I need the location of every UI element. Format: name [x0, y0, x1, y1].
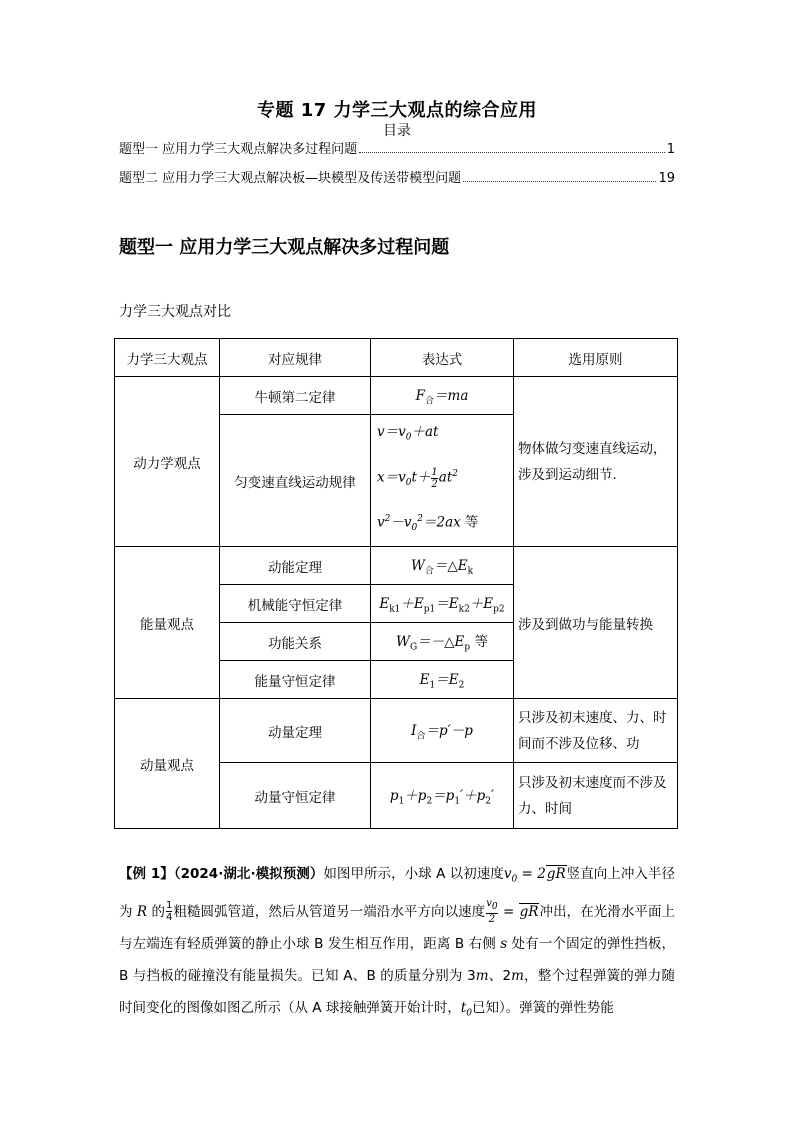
formula-cell: $W_G=-\triangle E_p$ 等 — [371, 623, 514, 661]
section-heading: 题型一 应用力学三大观点解决多过程问题 — [119, 237, 450, 258]
table-caption: 力学三大观点对比 — [119, 304, 231, 320]
toc-item-page: 19 — [658, 171, 675, 186]
toc-item[interactable] — [119, 168, 675, 186]
toc-item-page: 1 — [666, 142, 675, 157]
formula-cell: $I_合=p'-p$ — [371, 699, 514, 763]
table-row — [115, 547, 678, 585]
view-cell: 能量观点 — [115, 547, 220, 699]
formula-cell: $E_1=E_2$ — [371, 661, 514, 699]
law-cell: 动能定理 — [220, 547, 371, 585]
view-cell: 动量观点 — [115, 699, 220, 829]
view-cell: 动力学观点 — [115, 377, 220, 547]
law-cell: 功能关系 — [220, 623, 371, 661]
law-cell: 动量守恒定律 — [220, 763, 371, 829]
toc-item-label: 题型二 应用力学三大观点解决板—块模型及传送带模型问题 — [119, 171, 462, 186]
principle-cell: 只涉及初末速度、力、时间而不涉及位移、功 — [514, 699, 678, 763]
table-row — [115, 377, 678, 415]
table-header: 表达式 — [371, 339, 514, 377]
formula-cell: $p_1+p_2=p_1'+p_2'$ — [371, 763, 514, 829]
law-cell: 动量定理 — [220, 699, 371, 763]
toc-item[interactable] — [119, 139, 675, 157]
principle-cell: 物体做匀变速直线运动，涉及到运动细节. — [514, 377, 678, 547]
comparison-table — [114, 338, 678, 829]
table-header: 对应规律 — [220, 339, 371, 377]
formula-cell: $F_合=ma$ — [371, 377, 514, 415]
example-paragraph: 【例 1】（2024·湖北·模拟预测）如图甲所示，小球 A 以初速度$v_0 = 2gR$竖直向上冲入半径为 R 的 $\frac{1}{4}$ 粗糙圆弧管道，然后从管道另一端沿水平方向以速度 $\frac{v_0}{2}$ = gR冲出，在光滑水平面上与左端连有轻质弹簧的静止小球 B 发生相互作用，距离 B 右侧 s 处有一个固定的弹性挡板，B 与挡板的碰撞没有能量损失。已知 A、B 的质量分别为 3m、2m，整个过程弹簧的弹力随时间变化的图像如图乙所示（从 A 球接触弹簧开始计时，$t_0$已知）。弹簧的弹性势能 — [119, 866, 676, 1019]
toc-item-label: 题型一 应用力学三大观点解决多过程问题 — [119, 142, 358, 157]
law-cell: 牛顿第二定律 — [220, 377, 371, 415]
toc-leader — [463, 181, 656, 182]
toc-leader — [359, 152, 665, 153]
page-title: 专题 17 力学三大观点的综合应用 — [256, 100, 538, 121]
table-header-row — [115, 339, 678, 377]
law-cell: 能量守恒定律 — [220, 661, 371, 699]
table-header: 力学三大观点 — [115, 339, 220, 377]
example-lead: 【例 1】（2024·湖北·模拟预测） — [119, 866, 324, 882]
formula-cell: $v=v_0+at$ $x=v_0t+$ $\frac{1}{2}$ $at^2$ $v^2-v_0^2=2ax$ 等 — [371, 415, 514, 547]
fraction: $\frac{1}{4}$ — [166, 900, 173, 924]
law-cell: 机械能守恒定律 — [220, 585, 371, 623]
fraction: $\frac{v_0}{2}$ — [486, 898, 498, 926]
principle-cell: 涉及到做功与能量转换 — [514, 547, 678, 699]
formula-cell: $W_合=\triangle E_k$ — [371, 547, 514, 585]
principle-cell: 只涉及初末速度而不涉及力、时间 — [514, 763, 678, 829]
formula-cell: $E_{k1}+E_{p1}=E_{k2}+E_{p2}$ — [371, 585, 514, 623]
table-row — [115, 699, 678, 763]
toc-heading: 目录 — [383, 123, 411, 139]
law-cell: 匀变速直线运动规律 — [220, 415, 371, 547]
formula-inline: $v_0 = 2gR$ — [503, 866, 566, 885]
table-header: 选用原则 — [514, 339, 678, 377]
